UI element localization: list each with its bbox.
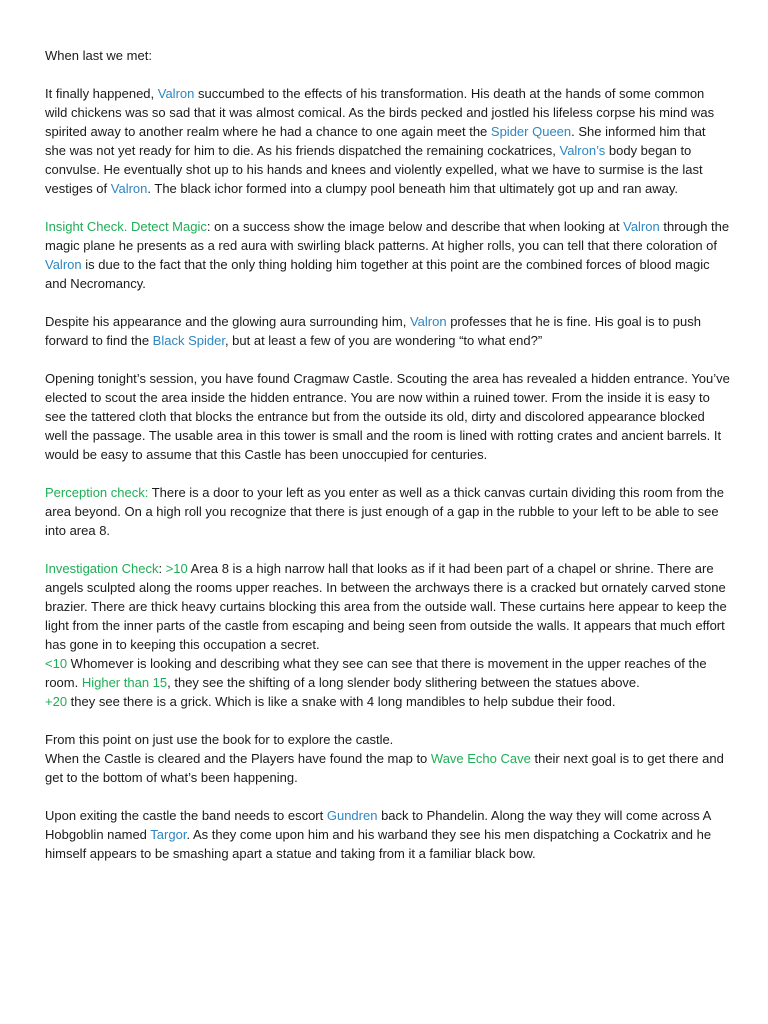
paragraph bbox=[45, 369, 730, 464]
check-label-highlight: +20 bbox=[45, 694, 68, 709]
paragraph-line bbox=[45, 654, 730, 692]
paragraph bbox=[45, 84, 730, 198]
character-name-highlight: Valron’s bbox=[559, 143, 606, 158]
character-name-highlight: Targor bbox=[150, 827, 187, 842]
text-run: professes that he is fine. His goal is to push forward to find the bbox=[45, 314, 701, 348]
text-run: : bbox=[158, 561, 166, 576]
paragraph bbox=[45, 559, 730, 711]
text-run: Despite his appearance and the glowing aura surrounding him, bbox=[45, 314, 410, 329]
check-label-highlight: Insight Check. Detect Magic bbox=[45, 219, 207, 234]
text-run: From this point on just use the book for to explore the castle. bbox=[45, 732, 394, 747]
text-run: There is a door to your left as you enter as well as a thick canvas curtain dividing this room from the area beyond. On a high roll you recognize that there is just enough of a gap in the rubble to your left to be able to see into area 8. bbox=[45, 485, 724, 538]
check-label-highlight: Perception check: bbox=[45, 485, 149, 500]
paragraph bbox=[45, 806, 730, 863]
text-run: Opening tonight’s session, you have found Cragmaw Castle. Scouting the area has revealed a hidden entrance. You’ve elected to scout the area inside the hidden entrance. You are now within a ruined tower. From the inside it is easy to see the tattered cloth that blocks the entrance but from the outside its old, dirty and discolored appearance blocked well the passage. The usable area in this tower is small and the room is lined with rotting crates and ancient barrels. It would be easy to assume that this Castle has been unoccupied for centuries. bbox=[45, 371, 730, 462]
document-heading: When last we met: bbox=[45, 48, 152, 63]
text-run: When the Castle is cleared and the Players have found the map to bbox=[45, 751, 431, 766]
check-label-highlight: >10 bbox=[165, 561, 188, 576]
paragraph-line bbox=[45, 692, 730, 711]
character-name-highlight: Valron bbox=[45, 257, 82, 272]
paragraph-line bbox=[45, 749, 730, 787]
text-run: they see there is a grick. Which is like a snake with 4 long mandibles to help subdue their food. bbox=[67, 694, 616, 709]
text-run: through the magic plane he presents as a red aura with swirling black patterns. At higher rolls, you can tell that there coloration of bbox=[45, 219, 730, 253]
paragraph bbox=[45, 217, 730, 293]
check-label-highlight: Investigation Check bbox=[45, 561, 159, 576]
paragraph bbox=[45, 730, 730, 787]
paragraph-line bbox=[45, 730, 730, 749]
text-run: . As they come upon him and his warband they see his men dispatching a Cockatrix and he himself appears to be smashing apart a statue and taking from it a familiar black bow. bbox=[45, 827, 712, 861]
text-run: : on a success show the image below and describe that when looking at bbox=[206, 219, 624, 234]
text-run: Upon exiting the castle the band needs to escort bbox=[45, 808, 327, 823]
text-run: It finally happened, bbox=[45, 86, 158, 101]
text-run: Area 8 is a high narrow hall that looks as if it had been part of a chapel or shrine. There are angels sculpted along the rooms upper reaches. In between the archways there is a cracked but ornately carved stone brazier. There are thick heavy curtains blocking this area from the outside wall. These curtains here appear to keep the light from the inner parts of the castle from escaping and being seen from outside the walls. It appears that much effort has gone in to keeping this occupation a secret. bbox=[45, 561, 727, 652]
character-name-highlight: Spider Queen bbox=[490, 124, 572, 139]
text-run: succumbed to the effects of his transformation. His death at the hands of some common wild chickens was so sad that it was almost comical. As the birds pecked and jostled his lifeless corpse his mind was spirited away to another realm where he had a chance to one again meet the bbox=[45, 86, 715, 139]
text-run: . The black ichor formed into a clumpy pool beneath him that ultimately got up and ran away. bbox=[147, 181, 679, 196]
text-run: their next goal is to get there and get to the bottom of what’s been happening. bbox=[45, 751, 724, 785]
check-label-highlight: Higher than 15 bbox=[81, 675, 168, 690]
text-run: . She informed him that she was not yet ready for him to die. As his friends dispatched the remaining cockatrices, bbox=[45, 124, 706, 158]
text-run: back to Phandelin. Along the way they will come across A Hobgoblin named bbox=[45, 808, 711, 842]
paragraph bbox=[45, 483, 730, 540]
paragraph bbox=[45, 312, 730, 350]
text-run: is due to the fact that the only thing holding him together at this point are the combined forces of blood magic and Necromancy. bbox=[45, 257, 710, 291]
character-name-highlight: Gundren bbox=[326, 808, 378, 823]
character-name-highlight: Valron bbox=[157, 86, 195, 101]
character-name-highlight: Valron bbox=[623, 219, 660, 234]
character-name-highlight: Valron bbox=[409, 314, 447, 329]
text-run: body began to convulse. He eventually shot up to his hands and knees and violently expelled, what we have to surmise is the last vestiges of bbox=[45, 143, 703, 196]
check-label-highlight: Wave Echo Cave bbox=[430, 751, 531, 766]
text-run: , but at least a few of you are wondering “to what end?” bbox=[224, 333, 543, 348]
paragraph-line bbox=[45, 559, 730, 654]
character-name-highlight: Black Spider bbox=[152, 333, 225, 348]
document-page bbox=[45, 46, 730, 882]
document-body bbox=[45, 84, 730, 863]
text-run: Whomever is looking and describing what they see can see that there is movement in the upper reaches of the room. bbox=[45, 656, 707, 690]
text-run: , they see the shifting of a long slender body slithering between the statues above. bbox=[167, 675, 640, 690]
check-label-highlight: <10 bbox=[45, 656, 68, 671]
character-name-highlight: Valron bbox=[110, 181, 148, 196]
